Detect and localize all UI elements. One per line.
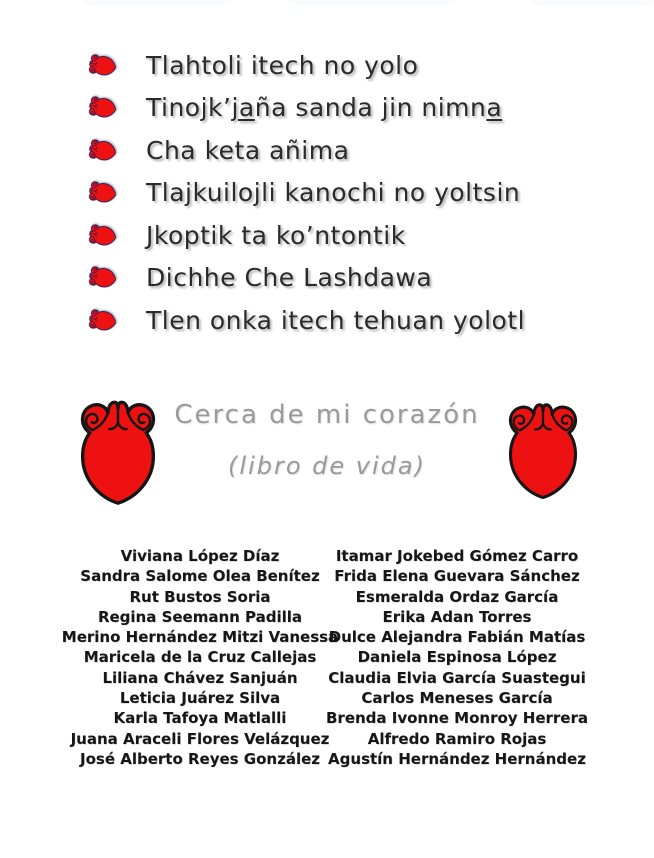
phrase-text: Tlahtoli itech no yolo	[146, 50, 419, 80]
cut-off-shape-top-middle	[285, 0, 460, 6]
phrase-list	[84, 44, 525, 342]
name-entry: Dulce Alejandra Fabián Matías	[328, 628, 586, 647]
name-entry: Sandra Salome Olea Benítez	[80, 567, 320, 586]
heart-bullet-icon	[84, 306, 120, 335]
list-item	[84, 214, 525, 257]
name-entry: Alfredo Ramiro Rojas	[367, 729, 547, 748]
phrase-segment-underlined: ja	[231, 93, 255, 123]
heart-bullet-icon	[84, 136, 120, 165]
name-entry: Merino Hernández Mitzi Vanessa	[61, 628, 339, 647]
name-entry: Rut Bustos Soria	[129, 587, 271, 606]
list-item	[84, 299, 525, 342]
heart-bullet-icon	[84, 178, 120, 207]
phrase-text: Cha keta añima	[146, 135, 350, 165]
list-item	[84, 257, 525, 300]
name-entry: Carlos Meneses García	[361, 689, 553, 708]
name-entry: Leticia Juárez Silva	[119, 689, 281, 708]
phrase-segment: ña sanda jin nimn	[254, 93, 487, 123]
name-entry: Erika Adan Torres	[382, 607, 532, 626]
phrase-segment: Tinojk’	[146, 93, 232, 123]
name-entry: Esmeralda Ordaz García	[355, 587, 559, 606]
name-entry: Viviana López Díaz	[120, 547, 280, 565]
page-subtitle: (libro de vida)	[228, 452, 426, 480]
phrase-text: Jkoptik ta ko’ntontik	[146, 220, 406, 250]
heart-bullet-icon	[84, 93, 120, 122]
list-item	[84, 129, 525, 172]
cut-off-shape-top-right	[528, 0, 654, 6]
aztec-heart-icon	[499, 400, 587, 501]
name-entry: José Alberto Reyes González	[80, 749, 320, 768]
name-entry: Itamar Jokebed Gómez Carro	[335, 547, 579, 565]
list-item	[84, 172, 525, 215]
heart-bullet-icon	[84, 263, 120, 292]
name-entry: Liliana Chávez Sanjuán	[102, 668, 298, 687]
phrase-segment-underlined: a	[486, 93, 503, 123]
list-item	[84, 87, 525, 130]
name-entry: Juana Araceli Flores Velázquez	[70, 729, 330, 748]
name-entry: Claudia Elvia García Suastegui	[328, 668, 586, 687]
name-entry: Frida Elena Guevara Sánchez	[334, 567, 580, 586]
cut-off-shape-top-left	[78, 0, 235, 6]
phrase-text	[146, 93, 502, 122]
name-entry: Brenda Ivonne Monroy Herrera	[325, 709, 588, 728]
heart-bullet-icon	[84, 221, 120, 250]
heart-bullet-icon	[84, 51, 120, 80]
phrase-text: Tlajkuilojli kanochi no yoltsin	[146, 178, 521, 208]
name-entry: Agustín Hernández Hernández	[328, 749, 586, 768]
phrase-text: Tlen onka itech tehuan yolotl	[146, 305, 526, 335]
names-column-right	[297, 546, 617, 769]
name-entry: Karla Tafoya Matlalli	[113, 709, 287, 728]
list-item	[84, 44, 525, 87]
name-entry: Regina Seemann Padilla	[97, 607, 303, 626]
name-entry: Maricela de la Cruz Callejas	[83, 648, 317, 667]
phrase-text: Dichhe Che Lashdawa	[146, 263, 433, 293]
page-title: Cerca de mi corazón	[174, 400, 480, 430]
name-entry: Daniela Espinosa López	[357, 648, 557, 667]
